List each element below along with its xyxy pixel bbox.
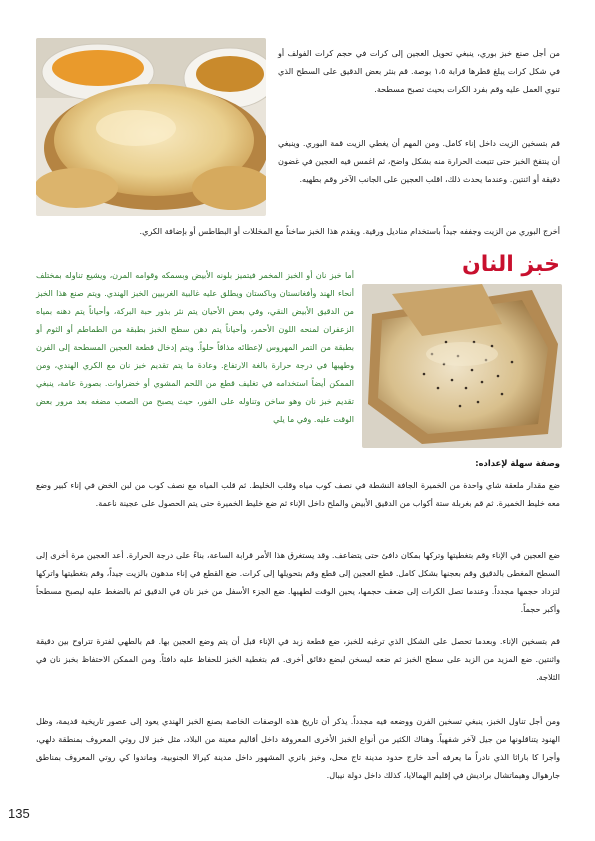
recipe-heading: وصفة سهلة لإعداده: (475, 458, 560, 468)
poori-paragraph-3: أخرج البوري من الزيت وجففه جيداً باستخدام مناديل ورقية. ويقدم هذا الخبز ساخناً مع المخللات أو البطاطس أو بإضافة الكري. (139, 226, 560, 236)
section-title-naan: خبز النان (461, 252, 560, 277)
poori-paragraph-1: من أجل صنع خبز بوري، ينبغي تحويل العجين إلى كرات في حجم كرات الفولف أو في شكل كرات يبلغ قطرها قرابة ١،٥ بوصة. قم بنثر بعض الدقيق على السطح الذي تنوي العمل عليه وقم بفرد الكرات بحيث تصبح مسطحة. (278, 48, 560, 94)
naan-bread-image (362, 284, 562, 448)
naan-paragraph-4: ومن أجل تناول الخبز، ينبغي تسخين الفرن ووضعه فيه مجدداً. يذكر أن تاريخ هذه الوصفات الخاصة بصنع الخبز الهندي يعود إلى عصور تاريخية قديمة، وظل الهنود يتناقلونها من جيل لآخر شفهياً. وهناك الكثير من أنواع الخبز الأخرى المعروفة داخل أقاليم معينة من البلاد، مثل خبز لال روتي المعروف بمنطقة دلهي، وأجرا كا باراثا الذي نادراً ما يعرفه أحد خارج حدود مدينة تاج محل، وخبز باتري المشهور داخل مدينة كيرالا الجنوبية، وماندوا كي روتي المعروف بمناطق جارهوال وهيماتشال براديش في إقليم الهمالايا، كذلك داخل دولة نيبال. (36, 716, 560, 780)
naan-photo (362, 284, 562, 448)
poori-paragraph-2: قم بتسخين الزيت داخل إناء كامل. ومن المهم أن يغطي الزيت قمة البوري. وينبغي أن ينتفخ الخبز حتى تتبعث الحرارة منه بشكل واضح، ثم اغمس فيه العجين في غضون دقيقة أو اثنتين. وعندما يحدث ذلك، اقلب العجين على الجانب الآخر وقم بطهيه. (278, 138, 560, 184)
naan-paragraph-3: قم بتسخين الإناء. وبعدما تحصل على الشكل الذي ترغبه للخبز، ضع قطعة زبد في الإناء قبل أن يتم وضع العجين بها. قم بالطهي لفترة تتراوح بين دقيقة واثنتين. ضع المزيد من الزبد على سطح الخبز ثم ضعه ليسخن لبضع دقائق أخرى. قم بتغطية الخبز للحفاظ عليه دافئاً. ومن الممكن الاحتفاظ بخبز نان في الثلاجة. (36, 636, 560, 682)
page-number: 135 (8, 806, 30, 821)
naan-paragraph-2: ضع العجين في الإناء وقم بتغطيتها وتركها بمكان دافئ حتى يتضاعف. وقد يستغرق هذا الأمر قرابة الساعة، بناءً على درجة الحرارة. أعد العجين مرة أخرى إلى السطح المغطى بالدقيق وقم بعجنها بشكل كامل. قطع العجين إلى قطع وقم بتحويلها إلى كرات. ضع القطع في إناء مدهون بالزيت جيداً، وقم بتغطيتها واتركها لتزداد حجمها مجدداً. وعندما تصل الكرات إلى ضعف حجمها، يحين الوقت لطهيها. ضع الجزء الأسفل من خبز نان في الدقيق ثم بالضغط عليه ليصبح مسطحاً وأكبر حجماً. (36, 550, 560, 614)
naan-paragraph-1: ضع مقدار ملعقة شاي واحدة من الخميرة الجافة النشطة في نصف كوب مياه وقلب الخليط. ثم قلب المياه مع نصف كوب من لبن الخض في إناء كبير وضع معه خليط الخميرة. ثم قم بغربلة ستة أكواب من الدقيق الأبيض والملح داخل الإناء ثم ضع خليط الخميرة حتى يتم الحصول على عجينة ناعمة. (36, 480, 560, 508)
poori-bread-image (36, 38, 266, 216)
poori-photo (36, 38, 266, 216)
naan-intro: أما خبز نان أو الخبز المخمر فيتميز بلونه الأبيض وبسمكه وقوامه المرن، ويشيع تناوله بمختلف أنحاء الهند وأفغانستان وباكستان ويطلق عليه غالبية الغربيين الخبز الهندي. ويتم صنع هذا الخبز من الدقيق الأبيض النقي، وفي بعض الأحيان يتم نثر بذور حبة البركة، وأحياناً يتم دهنه بمياه الزعفران لمنحه اللون الأحمر، وأحياناً يتم دهن سطح الخبز بطبقة من الطماطم أو الثوم أو بطبقة من التمر المهروس لإعطائه مذاقاً حلواً. ويتم إدخال قطعة العجين المسطحة إلى الفرن وطهيها في درجة حرارة بالغة الارتفاع. وعادة ما يتم تقديم خبز نان مع الكري الهندي، ومن الممكن أيضاً استخدامه في تغليف قطع من اللحم المشوي أو خضراوات. بصورة عامة، ينبغي تقديم خبز نان وهو ساخن وتناوله على الفور، حيث يصبح من الصعب مضغه بعد مرور بعض الوقت عليه. وفي ما يلي (36, 270, 354, 424)
